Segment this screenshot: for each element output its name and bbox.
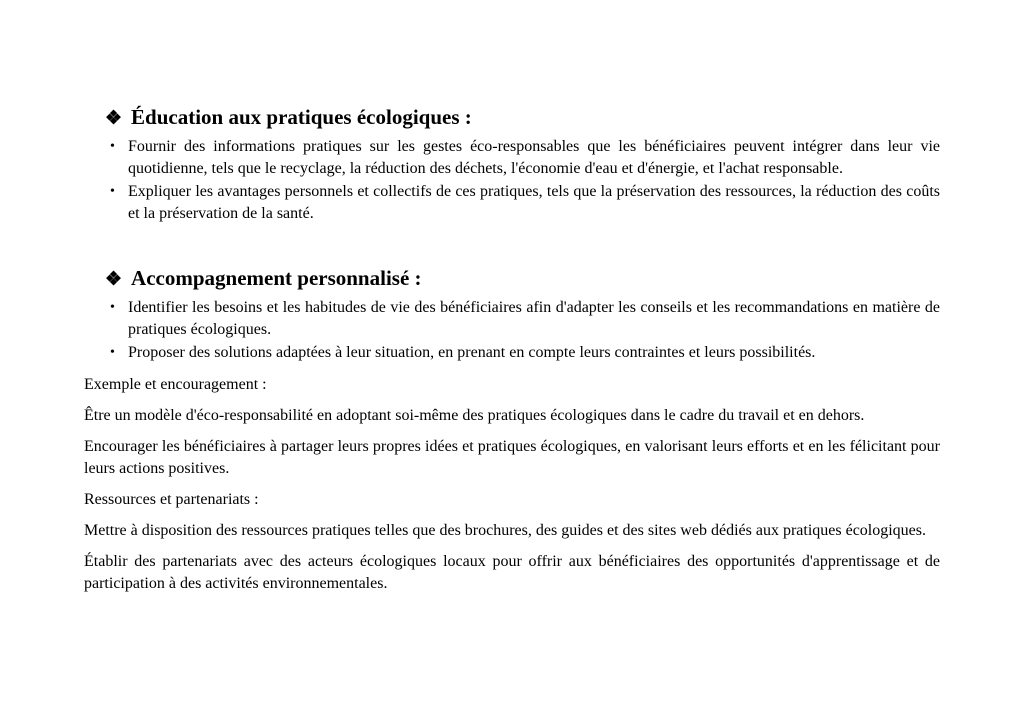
paragraph-ressources-label: Ressources et partenariats : xyxy=(84,491,259,508)
body-paragraphs xyxy=(84,374,940,595)
paragraph-etablir: Établir des partenariats avec des acteurs écologiques locaux pour offrir aux bénéficiaires des opportunités d'apprentissage et de participation à des activités environnementales. xyxy=(84,553,940,592)
diamond-bullet-icon: ❖ xyxy=(105,108,123,129)
paragraph-encourager: Encourager les bénéficiaires à partager leurs propres idées et pratiques écologiques, en valorisant leurs efforts et en les félicitant pour leurs actions positives. xyxy=(84,438,940,477)
paragraph-exemple-label: Exemple et encouragement : xyxy=(84,376,267,393)
education-bullet-list xyxy=(84,136,940,225)
accompagnement-bullet-list xyxy=(84,297,940,364)
bullet-dot-icon: • xyxy=(110,345,115,360)
list-item xyxy=(84,136,940,180)
list-item xyxy=(84,181,940,225)
list-item xyxy=(84,342,940,364)
paragraph-modele: Être un modèle d'éco-responsabilité en adoptant soi-même des pratiques écologiques dans le cadre du travail et en dehors. xyxy=(84,407,865,424)
bullet-dot-icon: • xyxy=(110,139,115,154)
section-heading-education xyxy=(84,104,940,132)
list-item-text: Expliquer les avantages personnels et collectifs de ces pratiques, tels que la préservation des ressources, la réduction des coûts et la préservation de la santé. xyxy=(128,183,940,222)
section-title: Accompagnement personnalisé : xyxy=(131,266,422,290)
diamond-bullet-icon: ❖ xyxy=(105,269,123,290)
bullet-dot-icon: • xyxy=(110,184,115,199)
list-item-text: Proposer des solutions adaptées à leur situation, en prenant en compte leurs contraintes et leurs possibilités. xyxy=(128,344,816,361)
list-item-text: Identifier les besoins et les habitudes de vie des bénéficiaires afin d'adapter les conseils et les recommandations en matière de pratiques écologiques. xyxy=(128,299,940,338)
paragraph-mettre: Mettre à disposition des ressources pratiques telles que des brochures, des guides et des sites web dédiés aux pratiques écologiques. xyxy=(84,522,927,539)
section-title: Éducation aux pratiques écologiques : xyxy=(131,105,472,129)
bullet-dot-icon: • xyxy=(110,300,115,315)
list-item-text: Fournir des informations pratiques sur les gestes éco-responsables que les bénéficiaires peuvent intégrer dans leur vie quotidienne, tels que le recyclage, la réduction des déchets, l'économie d'eau et d'énergie, et l'achat responsable. xyxy=(128,138,940,177)
section-heading-accompagnement xyxy=(84,265,940,293)
list-item xyxy=(84,297,940,341)
